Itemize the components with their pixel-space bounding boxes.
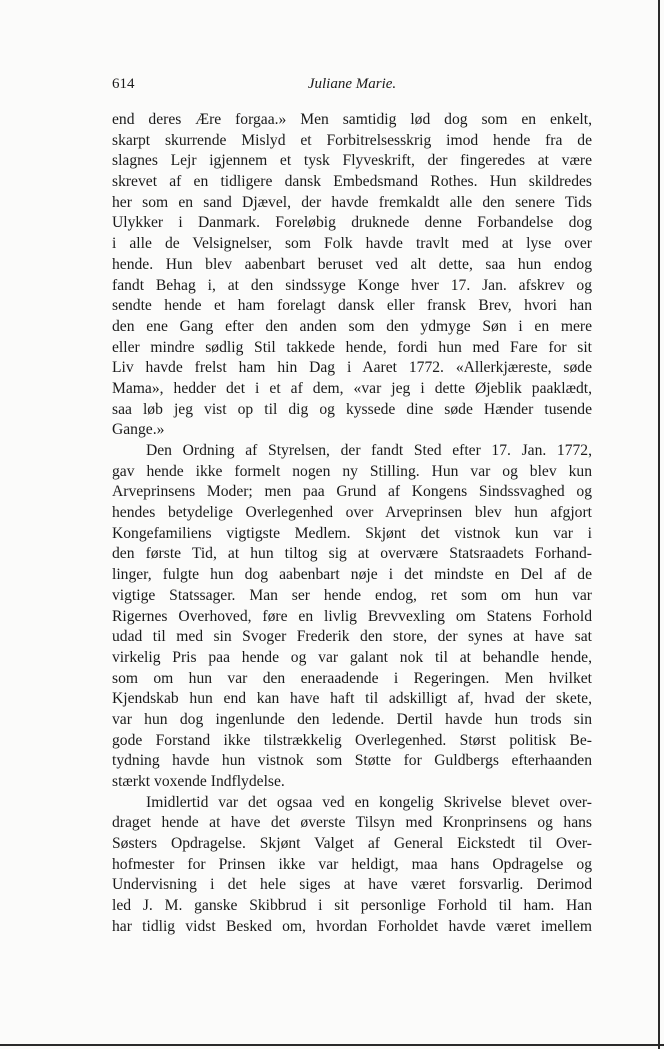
text-line: var hun dog ingenlunde den ledende. Dertil havde hun trods sin <box>112 710 592 728</box>
text-line: Ulykker i Danmark. Foreløbig druknede denne Forbandelse dog <box>112 214 592 232</box>
text-line: har tidlig vidst Besked om, hvordan Forholdet havde været imellem <box>112 917 592 935</box>
text-line: i alle de Velsignelser, som Folk havde travlt med at lyse over <box>112 235 592 253</box>
text-line: skarpt skurrende Mislyd et Forbitrelsesskrig imod hende fra de <box>112 131 592 149</box>
text-line: hofmester for Prinsen ikke var heldigt, maa hans Opdragelse og <box>112 855 592 873</box>
text-line: saa løb jeg vist op til dig og kyssede dine søde Hænder tusende <box>112 400 592 418</box>
text-line: draget hende at have det øverste Tilsyn med Kronprinsens og hans <box>112 814 592 832</box>
page-number: 614 <box>112 76 135 92</box>
running-title: Juliane Marie. <box>307 76 397 92</box>
text-line: den ene Gang efter den anden som den ydmyge Søn i en mere <box>112 317 592 335</box>
text-line: Søsters Opdragelse. Skjønt Valget af General Eickstedt til Over- <box>112 835 592 853</box>
body-text <box>112 110 592 938</box>
text-line: den første Tid, at hun tiltog sig at overvære Statsraadets Forhand- <box>112 545 592 563</box>
text-line: Arveprinsens Moder; men paa Grund af Kongens Sindssvaghed og <box>112 483 592 501</box>
text-line: eller mindre sødlig Stil takkede hende, fordi hun med Fare for sit <box>112 338 592 356</box>
text-line: sendte hende et ham forelagt dansk eller fransk Brev, hvori han <box>112 297 592 315</box>
text-line: stærkt voxende Indflydelse. <box>112 773 285 790</box>
text-line: Gange.» <box>112 421 165 439</box>
text-line: Den Ordning af Styrelsen, der fandt Sted efter 17. Jan. 1772, <box>146 442 592 459</box>
text-line: fandt Behag i, at den sindssyge Konge hver 17. Jan. afskrev og <box>112 276 592 294</box>
text-line: Rigernes Overhoved, føre en livlig Brevvexling om Statens Forhold <box>112 607 592 625</box>
text-line: her som en sand Djævel, der havde fremkaldt alle den senere Tids <box>112 193 592 211</box>
text-line: som om hun var den eneraadende i Regeringen. Men hvilket <box>112 669 592 687</box>
text-line: Undervisning i det hele siges at have været forsvarlig. Derimod <box>112 876 592 894</box>
text-line: end deres Ære forgaa.» Men samtidig lød dog som en enkelt, <box>112 111 592 128</box>
text-line: led J. M. ganske Skibbrud i sit personlige Forhold til ham. Han <box>112 897 592 915</box>
text-line: hende. Hun blev aabenbart beruset ved alt dette, saa hun endog <box>112 255 592 273</box>
text-line: skrevet af en tidligere dansk Embedsmand Rothes. Hun skildredes <box>112 173 592 191</box>
page-edge-right <box>658 0 660 1049</box>
text-line: Kjendskab hun end kan have haft til adskilligt af, hvad der skete, <box>112 690 592 708</box>
text-line: Mama», hedder det i et af dem, «var jeg i dette Øjeblik paaklædt, <box>112 379 592 397</box>
text-line: slagnes Lejr igjennem et tysk Flyveskrift, der fingeredes at være <box>112 152 592 170</box>
text-line: udad til med sin Svoger Frederik den store, der synes at have sat <box>112 628 592 646</box>
page-edge-bottom <box>0 1044 664 1046</box>
text-line: vigtige Statssager. Man ser hende endog, ret som om hun var <box>112 586 592 604</box>
text-line: Liv havde frelst ham hin Dag i Aaret 1772. «Allerkjæreste, søde <box>112 359 592 377</box>
text-line: Imidlertid var det ogsaa ved en kongelig Skrivelse blevet over- <box>146 793 592 811</box>
text-line: gode Forstand ikke tilstrækkelig Overlegenhed. Størst politisk Be- <box>112 731 592 749</box>
text-line: Kongefamiliens vigtigste Medlem. Skjønt det vistnok kun var i <box>112 524 592 542</box>
text-line: virkelig Pris paa hende og var galant nok til at behandle hende, <box>112 648 592 666</box>
page-header <box>112 76 592 100</box>
text-line: hendes betydelige Overlegenhed over Arveprinsen blev hun afgjort <box>112 504 592 522</box>
text-line: tydning havde hun vistnok som Støtte for Guldbergs efterhaanden <box>112 752 592 770</box>
text-line: gav hende ikke formelt nogen ny Stilling. Hun var og blev kun <box>112 462 592 480</box>
text-line: linger, fulgte hun dog aabenbart nøje i det mindste en Del af de <box>112 566 592 584</box>
